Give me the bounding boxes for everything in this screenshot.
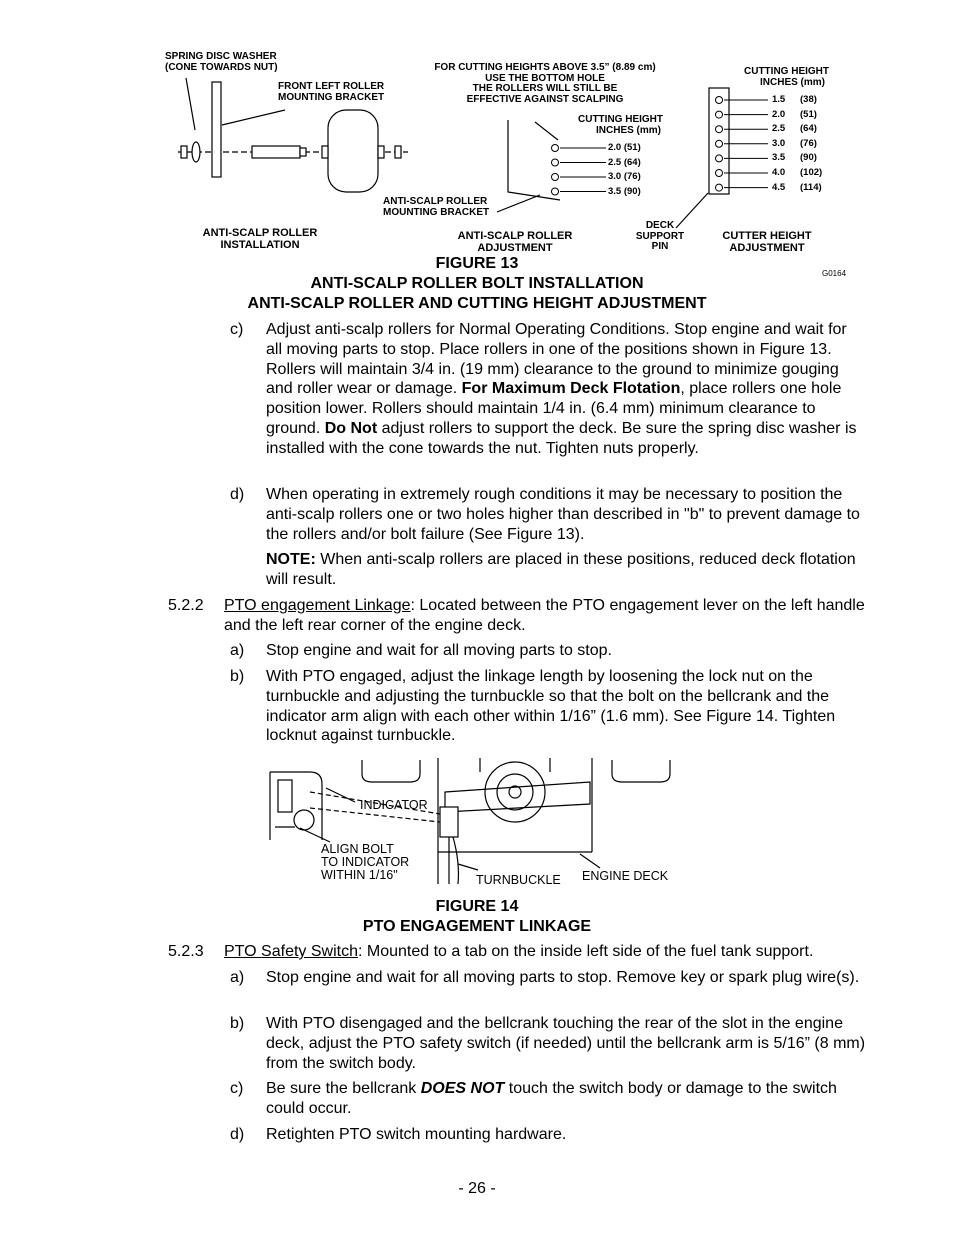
cutter-height-hole	[716, 170, 723, 177]
cutter-height-mm: (51)	[800, 108, 817, 120]
section-523-c-text: Be sure the bellcrank DOES NOT touch the switch body or damage to the switch could occur.	[266, 1080, 837, 1117]
section-523-c-letter: c)	[230, 1080, 244, 1097]
cutter-height-inches: 3.5	[772, 152, 786, 164]
section-522-a-letter: a)	[230, 642, 245, 659]
figure-14-caption-title: PTO ENGAGEMENT LINKAGE	[362, 918, 592, 935]
figure-14-drawing	[0, 752, 954, 892]
cutter-height-mm: (114)	[800, 181, 822, 193]
section-523-b-letter: b)	[230, 1015, 245, 1032]
cutter-height-inches: 2.5	[772, 123, 786, 135]
section-523-d-text: Retighten PTO switch mounting hardware.	[266, 1126, 567, 1143]
figure-14-caption-number: FIGURE 14	[435, 898, 519, 915]
mid-height-holes	[552, 145, 607, 196]
label-engine-deck: ENGINE DECK	[582, 869, 669, 883]
section-522-text: PTO engagement Linkage: Located between the PTO engagement lever on the left handle and the left rear corner of the engine deck.	[224, 597, 865, 634]
label-indicator: INDICATOR	[360, 798, 428, 812]
mid-height-hole	[552, 159, 559, 166]
mid-height-hole	[552, 145, 559, 152]
figure-13-caption-title: ANTI-SCALP ROLLER BOLT INSTALLATION	[310, 275, 644, 292]
section-522-a-text: Stop engine and wait for all moving parts to stop.	[266, 642, 612, 659]
section-522-b-text: With PTO engaged, adjust the linkage length by loosening the lock nut on the turnbuckle and adjusting the turnbuckle so that the bolt on the bellcrank and the indicator arm align with each other within 1/16” (1.6 mm). See Figure 14. Tighten locknut against turnbuckle.	[266, 668, 836, 745]
mid-height-label: 3.0 (76)	[608, 171, 641, 182]
label-front-bracket: FRONT LEFT ROLLER MOUNTING BRACKET	[278, 81, 385, 103]
label-spring-washer: SPRING DISC WASHER (CONE TOWARDS NUT)	[165, 51, 278, 73]
mid-height-label: 3.5 (90)	[608, 185, 641, 197]
cutter-height-mm: (76)	[800, 137, 817, 149]
step-d-note: NOTE: When anti-scalp rollers are placed in these positions, reduced deck flotation will result.	[266, 551, 856, 588]
section-523-d-letter: d)	[230, 1126, 245, 1143]
section-523-a-letter: a)	[230, 969, 245, 986]
label-install: ANTI-SCALP ROLLER INSTALLATION	[202, 227, 318, 251]
cutter-height-hole	[716, 111, 723, 118]
mid-height-label: 2.5 (64)	[608, 156, 641, 168]
cutter-height-hole	[716, 126, 723, 133]
cutter-height-hole	[716, 97, 723, 104]
figure-13-caption-subtitle: ANTI-SCALP ROLLER AND CUTTING HEIGHT ADJUSTMENT	[247, 295, 707, 312]
mid-height-hole	[552, 174, 559, 181]
label-deck-pin: DECK SUPPORT PIN	[635, 220, 685, 252]
cutter-height-inches: 4.0	[772, 167, 786, 178]
cutter-height-mm: (38)	[800, 94, 817, 105]
label-turnbuckle: TURNBUCKLE	[476, 873, 561, 887]
cutter-height-inches: 1.5	[772, 94, 786, 105]
cutter-height-inches: 4.5	[772, 181, 786, 193]
label-cutting-height-mid: CUTTING HEIGHT INCHES (mm)	[578, 114, 663, 136]
mid-height-label: 2.0 (51)	[608, 142, 641, 153]
section-523-number: 5.2.3	[168, 943, 204, 960]
mid-height-hole	[552, 188, 559, 195]
cutter-height-hole	[716, 184, 723, 191]
section-523-a-text: Stop engine and wait for all moving parts to stop. Remove key or spark plug wire(s).	[266, 969, 860, 986]
cutter-height-mm: (102)	[800, 167, 823, 178]
label-anti-scalp-bracket: ANTI-SCALP ROLLER MOUNTING BRACKET	[383, 196, 490, 218]
cutter-height-inches: 2.0	[772, 108, 786, 120]
section-522-b-letter: b)	[230, 668, 245, 685]
cutter-height-mm: (90)	[800, 152, 817, 164]
cutter-height-inches: 3.0	[772, 137, 786, 149]
label-align-bolt: ALIGN BOLT TO INDICATOR WITHIN 1/16"	[321, 842, 410, 882]
cutter-height-hole	[716, 140, 723, 147]
step-c-text: Adjust anti-scalp rollers for Normal Operating Conditions. Stop engine and wait for all moving parts to stop. Place rollers in one of the positions shown in Figure 13. Rollers will maintain 3/4 in. (19 mm) clearance to the ground to minimize gouging and roller wear or damage. For Maximum Deck Flotation, place rollers one hole position lower. Rollers should maintain 1/4 in. (6.4 mm) minimum clearance to ground. Do Not adjust rollers to support the deck. Be sure the spring disc washer is installed with the cone towards the nut. Tighten nuts properly.	[266, 321, 857, 457]
page-number: - 26 -	[458, 1180, 496, 1197]
step-d-letter: d)	[230, 486, 245, 503]
cutter-height-mm: (64)	[800, 123, 817, 135]
cutter-height-hole	[716, 155, 723, 162]
figure-13-caption-number: FIGURE 13	[435, 255, 519, 272]
label-above-35: FOR CUTTING HEIGHTS ABOVE 3.5” (8.89 cm) USE THE BOTTOM HOLE THE ROLLERS WILL STILL BE EFFECTIVE AGAINST SCALPING	[434, 62, 656, 105]
step-c-letter: c)	[230, 321, 244, 338]
section-523-text: PTO Safety Switch: Mounted to a tab on the inside left side of the fuel tank support.	[224, 943, 814, 960]
section-523-b-text: With PTO disengaged and the bellcrank touching the rear of the slot in the engine deck, adjust the PTO safety switch (if needed) until the bellcrank arm is 5/16” (8 mm) from the switch body.	[266, 1015, 866, 1072]
section-522-number: 5.2.2	[168, 597, 204, 614]
label-cutter-adjust: CUTTER HEIGHT ADJUSTMENT	[722, 230, 812, 254]
label-adjust: ANTI-SCALP ROLLER ADJUSTMENT	[457, 230, 573, 254]
step-d-text: When operating in extremely rough conditions it may be necessary to position the anti-scalp rollers one or two holes higher than described in "b" to prevent damage to the rollers and/or bolt failure (See Figure 13).	[266, 486, 860, 543]
label-cutting-height-right: CUTTING HEIGHT INCHES (mm)	[744, 66, 829, 88]
figure-code: G0164	[822, 269, 847, 278]
